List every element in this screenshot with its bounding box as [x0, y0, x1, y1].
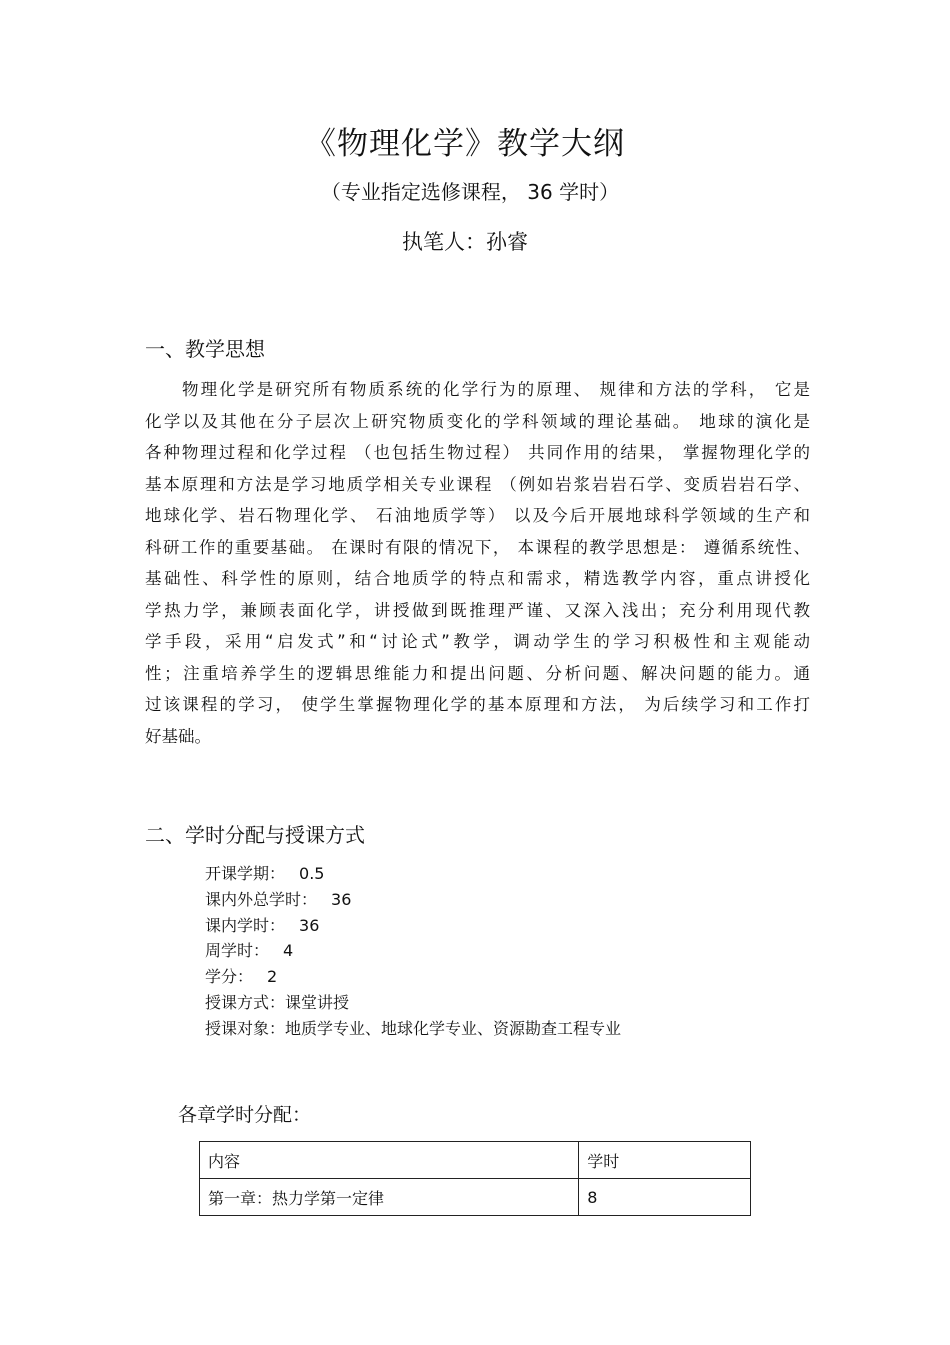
info-row-audience [205, 1016, 621, 1042]
info-row-semester [205, 861, 621, 887]
table-header-content: 内容 [200, 1142, 579, 1179]
paragraph-line: 地球化学、岩石物理化学、 石油地质学等） 以及今后开展地球科学领域的生产和 [145, 506, 810, 525]
table-header-row [200, 1142, 751, 1179]
document-subtitle: （专业指定选修课程， 36 学时） [320, 180, 620, 204]
table-cell-content: 第一章：热力学第一定律 [200, 1179, 579, 1216]
paragraph-line: 学手段，采用“启发式”和“讨论式”教学，调动学生的学习积极性和主观能动 [145, 632, 810, 651]
paragraph-line: 基本原理和方法是学习地质学相关专业课程 （例如岩浆岩岩石学、变质岩岩石学、 [145, 474, 810, 494]
teaching-philosophy-paragraph [145, 374, 810, 752]
paragraph-line: 物理化学是研究所有物质系统的化学行为的原理、 规律和方法的学科， 它是 [182, 380, 810, 399]
info-row-credits [205, 964, 621, 990]
info-label: 开课学期： [205, 864, 286, 883]
info-value: 0.5 [299, 864, 325, 883]
document-title: 《物理化学》教学大纲 [305, 126, 625, 162]
info-value: 36 [299, 915, 320, 935]
info-label: 授课对象： [205, 1018, 286, 1038]
document-author: 执笔人：孙睿 [402, 230, 528, 254]
info-label: 课内学时： [205, 915, 286, 935]
info-label: 周学时： [205, 941, 270, 961]
info-label: 课内外总学时： [205, 889, 318, 909]
course-info-list [205, 861, 621, 1042]
table-cell-hours: 8 [579, 1179, 751, 1216]
info-label: 授课方式： [205, 992, 286, 1012]
section-heading-hours-allocation: 二、学时分配与授课方式 [145, 823, 365, 847]
info-value: 36 [331, 889, 352, 909]
paragraph-line: 科研工作的重要基础。 在课时有限的情况下， 本课程的教学思想是： 遵循系统性、 [145, 537, 810, 557]
paragraph-line: 基础性、科学性的原则，结合地质学的特点和需求，精选教学内容，重点讲授化 [145, 569, 810, 588]
paragraph-line: 性；注重培养学生的逻辑思维能力和提出问题、分析问题、解决问题的能力。通 [145, 663, 810, 683]
paragraph-line: 各种物理过程和化学过程 （也包括生物过程） 共同作用的结果， 掌握物理化学的 [145, 443, 810, 462]
paragraph-line: 学热力学，兼顾表面化学，讲授做到既推理严谨、又深入浅出；充分利用现代教 [145, 600, 810, 620]
info-row-total-hours [205, 887, 621, 913]
table-row [200, 1179, 751, 1216]
info-row-teaching-method [205, 990, 621, 1016]
paragraph-line: 好基础。 [145, 726, 211, 746]
chapter-hours-table [199, 1141, 751, 1216]
info-value: 课堂讲授 [285, 992, 350, 1012]
info-row-class-hours [205, 913, 621, 939]
table-header-hours: 学时 [579, 1142, 751, 1179]
info-value: 地质学专业、地球化学专业、资源勘查工程专业 [285, 1018, 622, 1038]
info-label: 学分： [205, 967, 254, 987]
info-value: 2 [267, 967, 278, 987]
info-row-weekly-hours [205, 938, 621, 964]
hours-table-caption: 各章学时分配： [178, 1104, 312, 1126]
section-heading-teaching-philosophy: 一、教学思想 [145, 337, 265, 361]
paragraph-line: 过该课程的学习， 使学生掌握物理化学的基本原理和方法， 为后续学习和工作打 [145, 695, 810, 714]
paragraph-line: 化学以及其他在分子层次上研究物质变化的学科领域的理论基础。 地球的演化是 [145, 411, 810, 431]
info-value: 4 [283, 941, 294, 961]
